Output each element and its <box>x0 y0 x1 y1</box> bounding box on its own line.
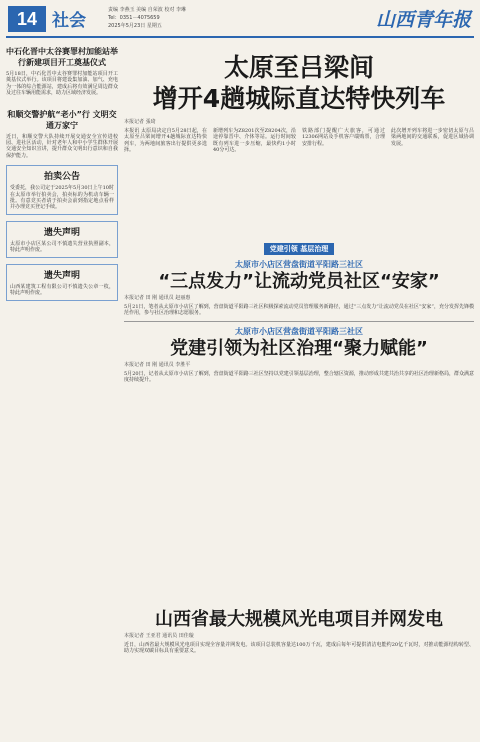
left-story-1: 5月18日，中石化晋中太谷赛罪村加能站项目开工奠基仪式举行。该项目将建设集加油、加气、充电为一体的综合能源站，建成后将有效满足周边群众及过往车辆用能需求，助力区域经济发展。 <box>6 71 118 97</box>
date-line: 2025年5月23日 星期五 <box>108 23 162 29</box>
story3-byline: 本报记者 田 刚 通讯员 李胜平 <box>124 361 191 368</box>
left-headline-1: 中石化晋中太谷赛罪村加能站举行新建项目开工奠基仪式 <box>6 47 118 67</box>
lost-text-2: 山西某建筑工程有限公司不慎遗失公章一枚，特此声明作废。 <box>10 283 114 297</box>
lead-col-1: 本报讯 太原局决定自5月28日起，在太原至吕梁间增开4趟城际直达特快列车，为两地间旅客出行提供更多选择。 <box>124 128 207 154</box>
notice-text: 受委托，我公司定于2025年5月30日上午10时在太原市举行拍卖会，拍卖标的为机动车辆一批。有意竞买者请于拍卖会前到指定地点看样并办理竞买登记手续。 <box>10 185 114 211</box>
story3-kicker: 太原市小店区营盘街道平阳路三社区 <box>235 326 363 336</box>
lead-headline-b: 增开4趟城际直达特快列车 <box>152 84 446 113</box>
left-headline-2: 和顺交警护航“老小”行 文明交通万家宁 <box>7 109 117 130</box>
notice-title: 拍卖公告 <box>43 172 80 183</box>
party-story <box>124 236 474 384</box>
lead-col-3: 铁路部门提醒广大旅客，可通过12306网站及手机客户端购票，合理安排行程。 <box>302 128 385 147</box>
lost-notice-1 <box>6 221 118 258</box>
story2-byline: 本报记者 田 刚 通讯员 赵丽惠 <box>124 295 191 301</box>
left-column <box>6 40 118 301</box>
section-tag: 党建引领 基层治理 <box>264 243 334 255</box>
story3-headline: 党建引领为社区治理“聚力赋能” <box>170 337 428 359</box>
newspaper-logo: 山西青年报 <box>376 9 472 31</box>
story4-headline: 山西省最大规模风光电项目并网发电 <box>155 609 443 630</box>
left-story-2: 近日，和顺交警大队持续开展交通安全宣传进校园、进社区活动，针对老年人和中小学生群体开展交通安全知识宣讲，提升群众文明出行意识和自我保护能力。 <box>6 133 118 159</box>
lead-col-2: 新增列车为Z8201次至Z8204次，沿途停靠晋中、介休等站。运行时间较既有列车进一步压缩，最快约1小时40分可达。 <box>213 128 296 154</box>
lead-col-4: 此次增开列车将进一步密切太原与吕梁两地间的交通联系，促进区域协调发展。 <box>391 128 474 147</box>
lost-text-1: 太原市小店区某公司不慎遗失营业执照副本，特此声明作废。 <box>10 240 114 254</box>
energy-story <box>124 608 474 655</box>
editor-line: 责编 李燕玉 美编 自荣波 校对 李琳 <box>108 7 186 13</box>
story2-headline: “三点发力”让流动党员社区“安家” <box>158 271 440 292</box>
story2-kicker: 太原市小店区营盘街道平阳路三社区 <box>235 260 363 269</box>
lead-headline: 太原至吕梁间 <box>223 53 374 82</box>
notice-box <box>6 165 118 215</box>
page-number: 14 <box>8 6 46 32</box>
lead-story <box>124 52 474 154</box>
story2-text: 5月21日，笔者从太原市小店区了解到，营盘街道平阳路三社区积极探索流动党员管理服务新路径，通过“三点发力”让流动党员在社区“安家”，充分发挥先锋模范作用，参与社区治理和志愿服务。 <box>124 304 474 317</box>
lost-title-2: 遗失声明 <box>43 270 80 281</box>
story3-text: 5月20日，记者从太原市小店区了解到，营盘街道平阳路三社区坚持以党建引领基层治理，整合辖区资源，推动形成共建共治共享的社区治理新格局，群众满意度持续提升。 <box>124 370 474 384</box>
lost-title-1: 遗失声明 <box>43 227 80 238</box>
lost-notice-2 <box>6 264 118 301</box>
top-rule <box>6 36 474 38</box>
lead-byline: 本报记者 張琦 <box>124 119 156 125</box>
phone-line: Tel：0351－4075659 <box>108 15 160 21</box>
story4-text: 近日，山西省最大规模风光电项目实现全容量并网发电。该项目总装机容量达100万千瓦，建成后每年可提供清洁电能约20亿千瓦时，对推动能源结构转型、助力实现双碳目标具有重要意义。 <box>124 642 474 655</box>
section-name: 社会 <box>52 11 86 31</box>
divider-1 <box>124 321 474 322</box>
story4-byline: 本报记者 王亚君 通讯员 田佳璇 <box>124 633 194 639</box>
masthead-bar <box>0 0 480 36</box>
